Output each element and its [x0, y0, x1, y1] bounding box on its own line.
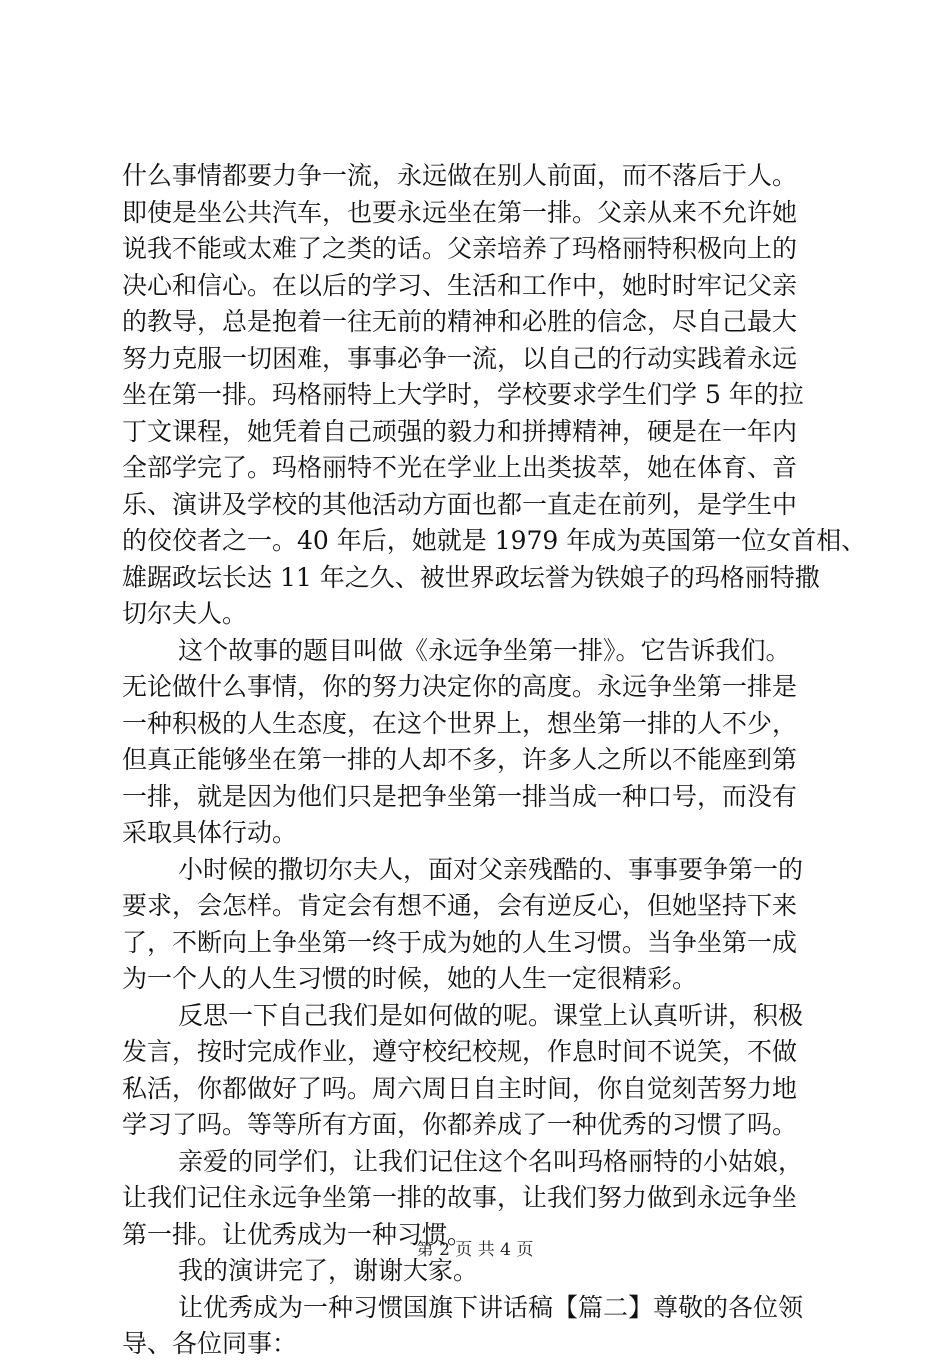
- text-line: 的教导，总是抱着一往无前的精神和必胜的信念，尽自己最大: [122, 307, 798, 336]
- text-line: 努力克服一切困难，事事必争一流，以自己的行动实践着永远: [122, 343, 798, 373]
- text-line: 小时候的撒切尔夫人，面对父亲残酷的、事事要争第一的: [178, 854, 804, 884]
- text-line: 的佼佼者之一。40 年后，她就是 1979 年成为英国第一位女首相、: [122, 526, 867, 555]
- text-line: 亲爱的同学们，让我们记住这个名叫玛格丽特的小姑娘，: [178, 1146, 804, 1176]
- text-line: 乐、演讲及学校的其他活动方面也都一直走在前列，是学生中: [122, 489, 798, 519]
- text-line: 了，不断向上争坐第一终于成为她的人生习惯。当争坐第一成: [122, 927, 798, 957]
- page-footer: 第 2 页 共 4 页: [416, 1240, 534, 1260]
- text-line: 坐在第一排。玛格丽特上大学时，学校要求学生们学 5 年的拉: [122, 380, 804, 409]
- text-line: 雄踞政坛长达 11 年之久、被世界政坛誉为铁娘子的玛格丽特撒: [122, 562, 820, 592]
- text-line: 要求，会怎样。肯定会有想不通，会有逆反心，但她坚持下来: [122, 891, 798, 920]
- text-line: 一排，就是因为他们只是把争坐第一排当成一种口号，而没有: [122, 781, 798, 811]
- text-line: 我的演讲完了，谢谢大家。: [178, 1256, 479, 1285]
- text-line: 无论做什么事情，你的努力决定你的高度。永远争坐第一排是: [122, 672, 798, 701]
- text-line: 说我不能或太难了之类的话。父亲培养了玛格丽特积极向上的: [122, 234, 798, 263]
- text-line: 这个故事的题目叫做《永远争坐第一排》。它告诉我们。: [178, 635, 791, 665]
- text-line: 私活，你都做好了吗。周六周日自主时间，你自觉刻苦努力地: [122, 1073, 798, 1103]
- text-line: 导、各位同事：: [122, 1329, 298, 1358]
- text-line: 丁文课程，她凭着自己顽强的毅力和拼搏精神，硬是在一年内: [122, 416, 798, 446]
- text-line: 让优秀成为一种习惯国旗下讲话稿【篇二】尊敬的各位领: [178, 1292, 804, 1322]
- document-body: [122, 158, 867, 1363]
- text-line: 即使是坐公共汽车，也要永远坐在第一排。父亲从来不允许她: [122, 197, 798, 227]
- text-line: 切尔夫人。: [122, 599, 248, 628]
- text-line: 什么事情都要力争一流，永远做在别人前面，而不落后于人。: [122, 161, 798, 190]
- text-line: 采取具体行动。: [122, 818, 298, 847]
- text-line: 发言，按时完成作业，遵守校纪校规，作息时间不说笑，不做: [122, 1037, 798, 1066]
- text-line: 反思一下自己我们是如何做的呢。课堂上认真听讲，积极: [178, 1000, 804, 1030]
- text-line: 一种积极的人生态度，在这个世界上，想坐第一排的人不少，: [122, 708, 798, 738]
- text-line: 学习了吗。等等所有方面，你都养成了一种优秀的习惯了吗。: [122, 1110, 798, 1139]
- text-line: 但真正能够坐在第一排的人却不多，许多人之所以不能座到第: [122, 745, 798, 774]
- text-line: 为一个人的人生习惯的时候，她的人生一定很精彩。: [122, 964, 698, 993]
- text-line: 让我们记住永远争坐第一排的故事，让我们努力做到永远争坐: [122, 1183, 798, 1212]
- text-line: 决心和信心。在以后的学习、生活和工作中，她时时牢记父亲: [122, 270, 798, 300]
- text-line: 全部学完了。玛格丽特不光在学业上出类拔萃，她在体育、音: [122, 453, 798, 482]
- text-line: 第一排。让优秀成为一种习惯。: [122, 1219, 473, 1249]
